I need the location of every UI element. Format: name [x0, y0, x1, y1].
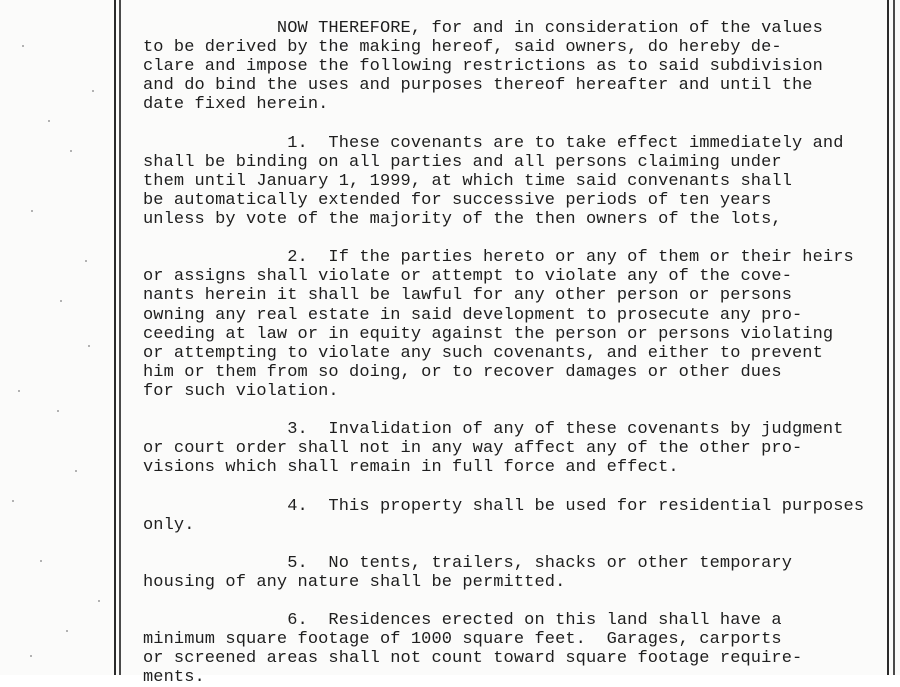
text-line: housing of any nature shall be permitted. [143, 572, 566, 592]
scan-speck [70, 150, 72, 152]
text-line: 5. No tents, trailers, shacks or other temporary [143, 553, 793, 573]
scan-speck [12, 500, 14, 502]
text-line: 6. Residences erected on this land shall have a [143, 611, 782, 631]
text-line: NOW THEREFORE, for and in consideration of the values [143, 19, 823, 38]
text-line: ceeding at law or in equity against the person or persons violating [143, 324, 834, 344]
text-line: only. [143, 515, 195, 535]
text-line: for such violation. [143, 381, 339, 401]
text-line: him or them from so doing, or to recover damages or other dues [143, 362, 782, 382]
right-margin-rule-inner [887, 0, 889, 675]
text-line: owning any real estate in said development to prosecute any pro- [143, 305, 803, 325]
text-line: unless by vote of the majority of the then owners of the lots, [143, 210, 782, 229]
scan-speck [92, 90, 94, 92]
right-margin-rule [893, 0, 895, 675]
text-line: ments. [143, 668, 205, 687]
text-line: them until January 1, 1999, at which time said convenants shall [143, 171, 793, 191]
scan-speck [30, 655, 32, 657]
text-line: and do bind the uses and purposes thereof hereafter and until the [143, 76, 813, 96]
text-line: be automatically extended for successive periods of ten years [143, 190, 772, 210]
text-line: minimum square footage of 1000 square feet. Garages, carports [143, 630, 782, 650]
text-line: 1. These covenants are to take effect immediately and [143, 133, 844, 153]
text-line: shall be binding on all parties and all persons claiming under [143, 152, 782, 172]
text-line: 3. Invalidation of any of these covenants by judgment [143, 420, 844, 440]
scan-speck [88, 345, 90, 347]
scan-speck [66, 630, 68, 632]
scan-speck [18, 390, 20, 392]
scan-speck [57, 410, 59, 412]
text-line: or assigns shall violate or attempt to violate any of the cove- [143, 267, 793, 287]
text-line: or court order shall not in any way affect any of the other pro- [143, 439, 803, 459]
text-line: nants herein it shall be lawful for any other person or persons [143, 286, 793, 306]
scan-speck [22, 45, 24, 47]
text-line: or screened areas shall not count toward square footage require- [143, 649, 803, 669]
scan-speck [40, 560, 42, 562]
scan-speck [31, 210, 33, 212]
text-line: to be derived by the making hereof, said owners, do hereby de- [143, 38, 782, 58]
scan-speck [48, 120, 50, 122]
text-line: or attempting to violate any such covenants, and either to prevent [143, 343, 823, 363]
text-line: clare and impose the following restrictions as to said subdivision [143, 57, 823, 77]
scan-speck [98, 600, 100, 602]
text-line: 2. If the parties hereto or any of them or their heirs [143, 248, 854, 268]
scan-speck [60, 300, 62, 302]
text-line: date fixed herein. [143, 95, 329, 115]
left-margin-rule [114, 0, 116, 675]
text-line: visions which shall remain in full force and effect. [143, 458, 679, 478]
text-line: 4. This property shall be used for residential purposes [143, 496, 865, 516]
scan-speck [75, 470, 77, 472]
scan-speck [85, 260, 87, 262]
left-margin-rule-inner [119, 0, 121, 675]
